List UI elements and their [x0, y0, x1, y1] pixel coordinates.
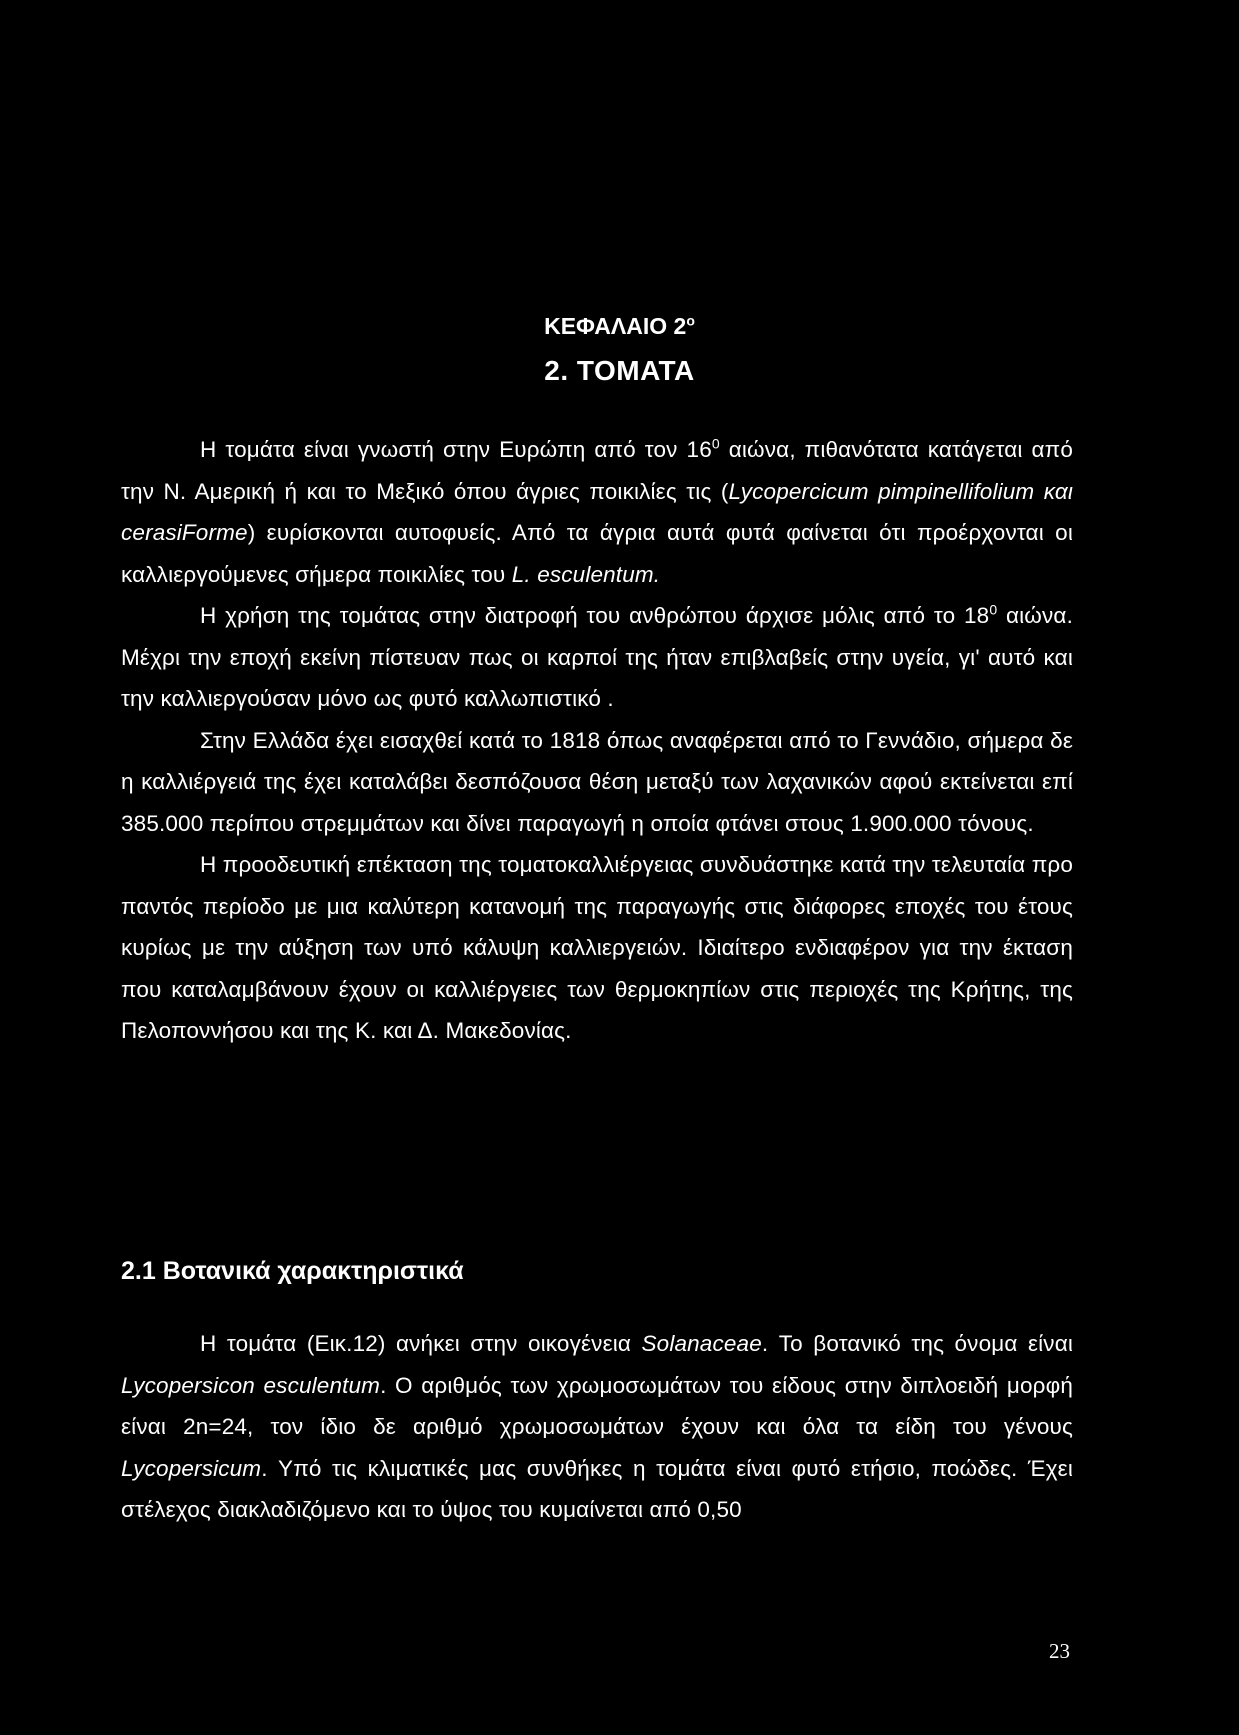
superscript: 0: [711, 435, 720, 452]
botany-text: [121, 1323, 1073, 1531]
chapter-title: 2. ΤΟΜΑΤΑ: [544, 355, 695, 386]
text-run: . Υπό τις κλιματικές μας συνθήκες η τομάτα είναι φυτό ετήσιο, ποώδες. Έχει στέλεχος διακλαδιζόμενο και το ύψος του κυμαίνεται από 0,50: [121, 1455, 1073, 1522]
superscript: 0: [989, 601, 998, 618]
paragraph-origin: [121, 429, 1073, 595]
chapter-label-text: ΚΕΦΑΛΑΙΟ 2: [544, 313, 687, 339]
text-run: Η χρήση της τομάτας στην διατροφή του ανθρώπου άρχισε μόλις από το 18: [200, 603, 990, 628]
species-name: Lycopercicum pimpinellifolium και cerasiForme: [121, 478, 1073, 545]
text-run: Η τομάτα είναι γνωστή στην Ευρώπη από τον 16: [200, 437, 712, 462]
intro-text: [121, 429, 1073, 1052]
text-run: Η τομάτα (Εικ.12) ανήκει στην οικογένεια: [200, 1331, 642, 1356]
text-run: . Ο αριθμός των χρωμοσωμάτων του είδους στην διπλοειδή μορφή είναι 2n=24, τον ίδιο δε αριθμό χρωμοσωμάτων έχουν και όλα τα είδη του γένους: [121, 1372, 1073, 1439]
page-number: 23: [1049, 1639, 1070, 1663]
text-run: αιώνα. Μέχρι την εποχή εκείνη πίστευαν πως οι καρποί της ήταν επιβλαβείς στην υγεία, γι' αυτό και την καλλιεργούσαν μόνο ως φυτό καλλωπιστικό .: [121, 603, 1073, 711]
paragraph-usage: [121, 595, 1073, 720]
text-run: . Το βοτανικό της όνομα είναι: [761, 1331, 1073, 1356]
section-heading: 2.1 Βοτανικά χαρακτηριστικά: [121, 1257, 464, 1285]
text-run: αιώνα, πιθανότατα κατάγεται από την Ν. Αμερική ή και το Μεξικό όπου άγριες ποικιλίες τις (: [121, 437, 1073, 504]
paragraph-expansion: Η προοδευτική επέκταση της τοματοκαλλιέργειας συνδυάστηκε κατά την τελευταία προ παντός περίοδο με μια καλύτερη κατανομή της παραγωγής στις διάφορες εποχές του έτους κυρίως με την αύξηση των υπό κάλυψη καλλιεργειών. Ιδιαίτερο ενδιαφέρον για την έκταση που καταλαμβάνουν έχουν οι καλλιέργειες των θερμοκηπίων στις περιοχές της Κρήτης, της Πελοποννήσου και της Κ. και Δ. Μακεδονίας.: [121, 852, 1073, 1043]
genus-name: Lycopersicum: [121, 1455, 262, 1481]
chapter-label-sup: ο: [686, 312, 695, 329]
species-name: Lycopersicon esculentum: [121, 1372, 381, 1398]
text-run: ) ευρίσκονται αυτοφυείς. Από τα άγρια αυτά φυτά φαίνεται ότι προέρχονται οι καλλιεργούμενες σήμερα ποικιλίες του: [121, 520, 1073, 587]
family-name: Solanaceae: [641, 1331, 762, 1356]
species-name: L. esculentum.: [511, 561, 661, 587]
paragraph-botany: [121, 1323, 1073, 1531]
paragraph-greece: Στην Ελλάδα έχει εισαχθεί κατά το 1818 όπως αναφέρεται από το Γεννάδιο, σήμερα δε η καλλιέργειά της έχει καταλάβει δεσπόζουσα θέση μεταξύ των λαχανικών αφού εκτείνεται επί 385.000 περίπου στρεμμάτων και δίνει παραγωγή η οποία φτάνει στους 1.900.000 τόνους.: [121, 727, 1073, 836]
chapter-label: [0, 313, 1239, 340]
